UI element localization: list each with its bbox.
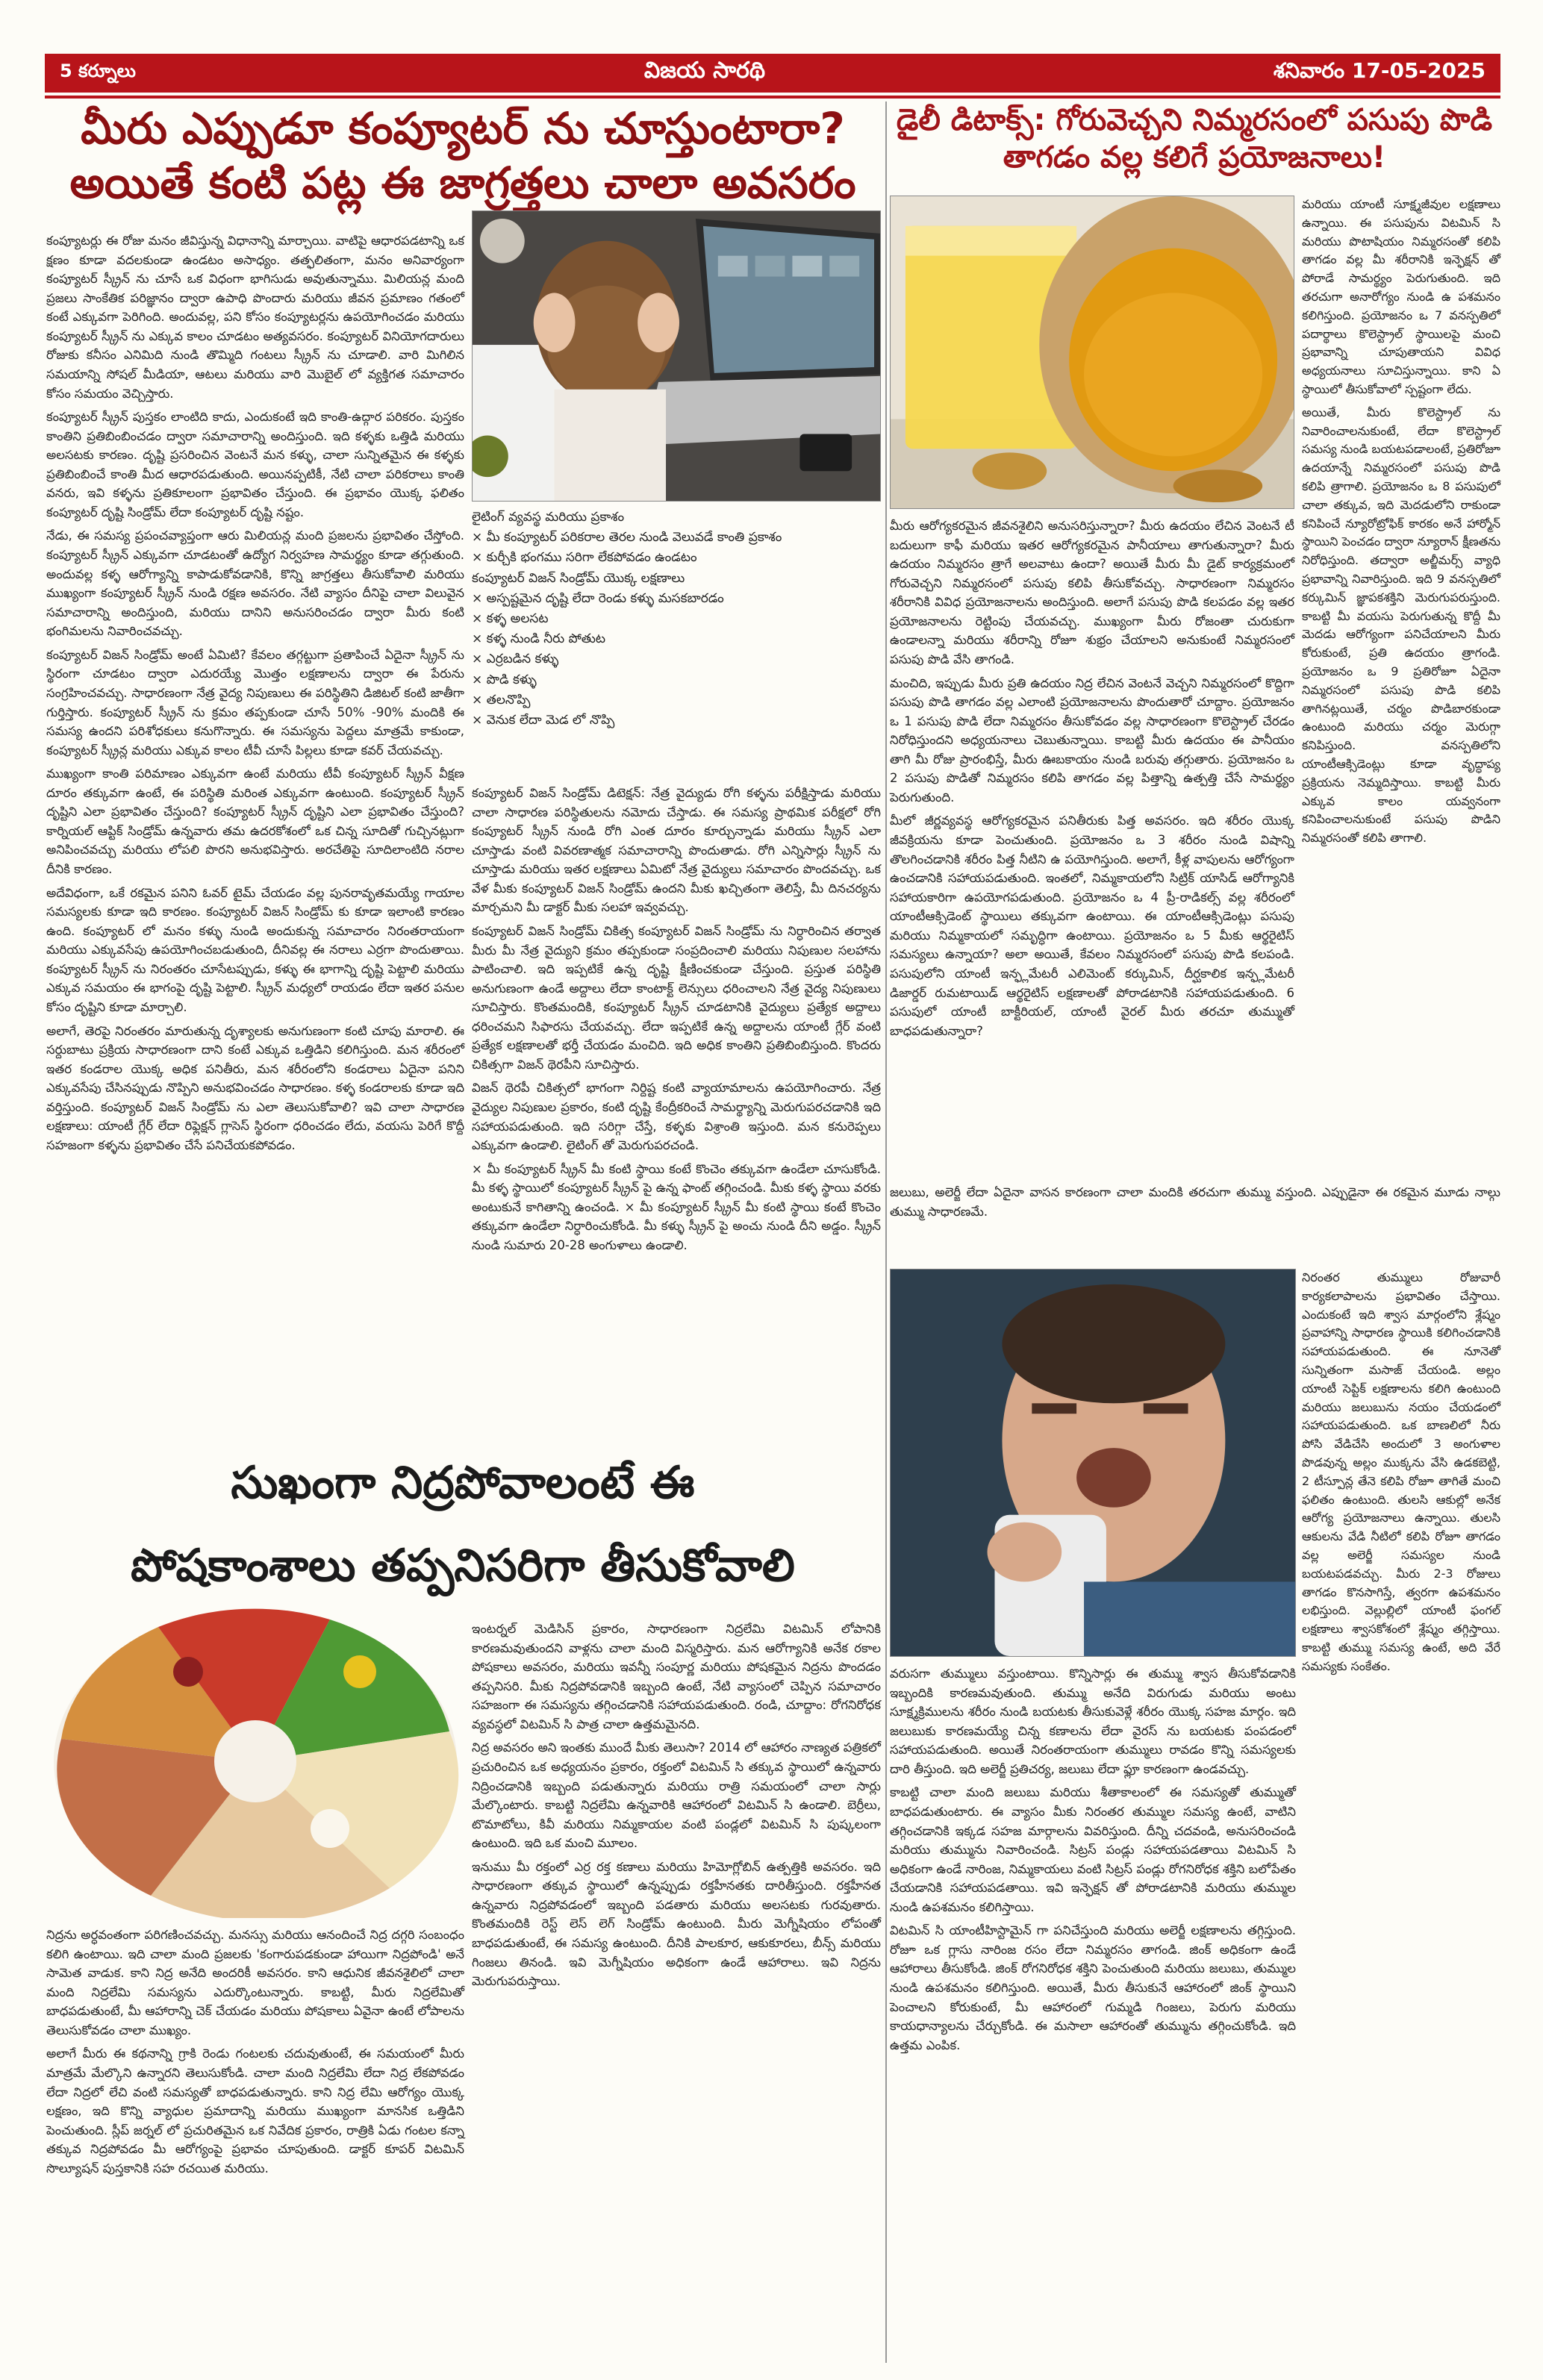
- article1-paragraph: కంప్యూటర్ విజన్ సిండ్రోమ్ చికిత్స కంప్యూటర్ విజన్ సిండ్రోమ్ ను నిర్ధారించిన తర్వాత మీరు మీ నేత్ర వైద్యుని క్రమం తప్పకుండా సంప్రదించాలి మరియు నిపుణుల సలహాను పాటించాలి. ఇది ఇప్పటికే ఉన్న దృష్టి క్షీణించకుండా చేస్తుంది. ప్రస్తుత పరిస్థితి అనుగుణంగా ఉండే అద్దాలు లేదా కాంటాక్ట్ లెన్సులు ధరించాలని నేత్ర వైద్య నిపుణులు సూచిస్తారు. కొంతమందికి, కంప్యూటర్ స్క్రీన్ చూడటానికి వైద్యులు ప్రత్యేక అద్దాలు ధరించమని సిఫారసు చేయవచ్చు. లేదా ఇప్పటికే ఉన్న అద్దాలను యాంటీ గ్లేర్ వంటి ప్రత్యేక లక్షణాలతో భర్తీ చేయడం మంచిది. ఇది అధిక కాంతిని ప్రతిబింబిస్తుంది. కొందరు చికిత్సగా విజన్ థెరపీని సూచిస్తారు.: [472, 923, 881, 1072]
- article4-paragraph: నిద్రను అర్ధవంతంగా పరిగణించవచ్చు. మనస్సు మరియు ఆనందించే నిద్ర దగ్గరి సంబంధం కలిగి ఉంటాయి. ఇది చాలా మంది ప్రజలకు 'కంగారుపడకుండా హాయిగా నిద్రపోండి' అనే సామెత వాడుక. కాని నిద్ర అనేది అందరికీ అవసరం. కాని ఆధునిక జీవనశైలిలో చాలా మంది నిద్రలేమి సమస్యను ఎదుర్కొంటున్నారు. కాబట్టి, మీరు నిద్రలేమితో బాధపడుతుంటే, మీ ఆహారాన్ని చెక్ చేయడం మరియు పోషకాలు ఏవైనా ఉంటే లోపాలను తెలుసుకోవడం చాలా ముఖ్యం.: [46, 1928, 464, 2037]
- article2-paragraph: అయితే, మీరు కొలెస్ట్రాల్ ను నివారించాలనుకుంటే, లేదా కొలెస్ట్రాల్ సమస్య నుండి బయటపడాలంటే, ప్రతిరోజూ ఉదయాన్నే నిమ్మరసంలో పసుపు పొడి కలిపి త్రాగాలి. ప్రయోజనం ఒ 8 పసుపులో చాలా తక్కువ, ఇది మెదడులోని రాకుండా కనిపించే న్యూరోట్రోఫిక్ కారకం అనే హార్మోన్ స్థాయిని పెంచడం ద్వారా న్యూరాన్ క్షీణతను నిరోధిస్తుంది. తద్వారా అల్జీమర్స్ వ్యాధి ప్రభావాన్ని నివారిస్తుంది. ఇది 9 వనస్పతిలో కర్కుమిన్ జ్ఞాపకశక్తిని మెరుగుపరుస్తుంది. కాబట్టి మీ వయసు పెరుగుతున్న కొద్దీ మీ మెదడు ఆరోగ్యంగా పనిచేయాలని మీరు కోరుకుంటే, ప్రతి ఉదయం త్రాగండి. ప్రయోజనం ఒ 9 ప్రతిరోజూ ఏదైనా నిమ్మరసంలో పసుపు పొడి కలిపి తాగినట్లయితే, చర్మం పొడిబారకుండా ఉంటుంది మరియు చర్మం మెరుగ్గా కనిపిస్తుంది. వనస్పతిలోని యాంటీఆక్సిడెంట్లు కూడా వృద్ధాప్య ప్రక్రియను నెమ్మదిస్తాయి. కాబట్టి మీరు ఎక్కువ కాలం యవ్వనంగా కనిపించాలనుకుంటే పసుపు పొడిని నిమ్మరసంతో కలిపి తాగాలి.: [1302, 405, 1500, 846]
- article4-paragraph: నిద్ర అవసరం అని ఇంతకు ముందే మీకు తెలుసా? 2014 లో ఆహారం నాణ్యత పత్రికలో ప్రచురించిన ఒక అధ్యయనం ప్రకారం, రక్తంలో విటమిన్ సి తక్కువ స్థాయిలో ఉన్నవారు నిద్రించడానికి ఇబ్బంది పడుతున్నారు మరియు రాత్రి సమయంలో చాలా సార్లు మేల్కొంటారు. కాబట్టి నిద్రలేమి ఉన్నవారికి ఆహారంలో విటమిన్ సి ఉండాలి. బెర్రీలు, టొమాటోలు, కివీ మరియు నిమ్మకాయల వంటి పండ్లలో విటమిన్ సి పుష్కలంగా ఉంటుంది. ఇది ఒక మంచి మూలం.: [472, 1740, 881, 1851]
- masthead-rule: [45, 96, 1500, 99]
- symptom-item: × కళ్ళ అలసట: [472, 610, 549, 626]
- article2-paragraph: మరియు యాంటీ సూక్ష్మజీవుల లక్షణాలు ఉన్నాయి. ఈ పసుపును విటమిన్ సి మరియు పొటాషియం నిమ్మరసంతో కలిపి తాగడం వల్ల మీ శరీరానికి ఇన్ఫెక్షన్ తో పోరాడే సామర్థ్యం పెరుగుతుంది. ఇది తరచుగా అనారోగ్యం నుండి ఉ పశమనం కలిగిస్తుంది. ప్రయోజనం ఒ 7 వనస్పతిలో పదార్థాలు కొలెస్ట్రాల్ స్థాయిలపై మంచి ప్రభావాన్ని చూపుతాయని వివిధ అధ్యయనాలు సూచిస్తున్నాయి. కాని ఏ స్థాయిలో తీసుకోవాలో స్పష్టంగా లేదు.: [1302, 197, 1500, 396]
- symptom-item: × పొడి కళ్ళు: [472, 672, 537, 687]
- article3-paragraph: వరుసగా తుమ్ములు వస్తుంటాయి. కొన్నిసార్లు ఈ తుమ్ము శ్వాస తీసుకోవడానికి ఇబ్బందికి కారణమవుతుంది. తుమ్ము అనేది విరుగుడు మరియు అంటు సూక్ష్మక్రిములను శరీరం నుండి బయటకు తీసుకువెళ్లే శరీరం యొక్క సహజ మార్గం. ఇది జలుబుకు కారణమయ్యే చిన్న కణాలను లేదా వైరస్ ను బయటకు పంపడంలో సహాయపడుతుంది. అయితే నిరంతరాయంగా తుమ్ములు రావడం కొన్ని సమస్యలకు దారి తీస్తుంది. ఇది అలెర్జీ ప్రతిచర్య, జలుబు లేదా ఫ్లూ కారణంగా ఉండవచ్చు.: [890, 1667, 1296, 1776]
- symptom-item: × కళ్ళ నుండి నీరు పోతుట: [472, 631, 606, 647]
- article4-headline: [45, 1455, 881, 1594]
- article1-symptoms-box: [472, 507, 881, 731]
- article2-paragraph: మీలో జీర్ణవ్యవస్థ ఆరోగ్యకరమైన పనితీరుకు పిత్త అవసరం. ఇది శరీరం యొక్క జీవక్రియను కూడా పెంచుతుంది. ప్రయోజనం ఒ 3 శరీరం నుండి విషాన్ని తొలగించడానికి శరీరం పిత్త నీటిని ఉ పయోగిస్తుంది. అలాగే, కీళ్ల వాపులను ఆరోగ్యంగా ఉంచడానికి సహాయపడుతుంది. ఇంతలో, నిమ్మకాయలోని సిట్రిక్ యాసిడ్ ఆరోగ్యానికి సహాయకారిగా ఉపయోగపడుతుంది. ప్రయోజనం ఒ 4 ప్రీ-రాడికల్స్ వల్ల శరీరంలో యాంటీఆక్సిడెంట్ స్థాయిలు తక్కువగా ఉంటాయి. ఈ యాంటీఆక్సిడెంట్లు పసుపు మరియు నిమ్మకాయలో సమృద్ధిగా ఉంటాయి. ప్రయోజనం ఒ 5 మీకు ఆర్థరైటిస్ సమస్యలు ఉన్నాయా? అలా అయితే, కేవలం నిమ్మరసంలో పసుపు పొడి కలపండి. పసుపులోని యాంటీ ఇన్ఫ్లమేటరీ ఎలిమెంట్ కర్కుమిన్, దీర్ఘకాలిక ఇన్ఫ్లమేటరీ డిజార్డర్ రుమటాయిడ్ ఆర్థరైటిస్ లక్షణాలతో పోరాడటానికి సహాయపడుతుంది. 6 పసుపులో యాంటీ బాక్టీరియల్, యాంటీ వైరల్ మీరు తరచూ తుమ్ముతో బాధపడుతున్నారా?: [890, 813, 1294, 1038]
- page-label: 5 కర్నూలు: [60, 60, 136, 81]
- article3-intro: [890, 1183, 1500, 1225]
- issue-date: శనివారం 17-05-2025: [1273, 58, 1486, 83]
- article4-column-2: [472, 1620, 881, 1996]
- article4-column-1: [46, 1925, 464, 2182]
- symptom-item: × మీ కంప్యూటర్ పరికరాల తెరల నుండి వెలువడే కాంతి ప్రకాశం: [472, 530, 782, 546]
- article1-paragraph: ముఖ్యంగా కాంతి పరిమాణం ఎక్కువగా ఉంటే మరియు టీవీ కంప్యూటర్ స్క్రీన్ వీక్షణ దూరం తక్కువగా ఉంటే, ఈ పరిస్థితి మరింత ఎక్కువగా ఉంటుంది. కంప్యూటర్ స్క్రీన్ దృష్టిని ఎలా ప్రభావితం చేస్తుంది? కంప్యూటర్ స్క్రీన్ దృష్టిని ఎలా ప్రభావితం చేస్తుంది? కార్నియల్ ఆప్టిక్ సిండ్రోమ్ ఉన్నవారు తమ ఉదరకోశంలో ఒక చిన్న సూదితో గుచ్చినట్లుగా అనిపించవచ్చు మరియు లోపలి పొరని అనుభవిస్తారు. అరచేతిపై సూదిలాంటిది నరాల దీనికి కారణం.: [46, 766, 464, 876]
- article4-headline-line1: సుఖంగా నిద్రపోవాలంటే ఈ: [231, 1457, 695, 1509]
- article2-column-1: [890, 516, 1294, 1045]
- article2-paragraph: మంచిది, ఇప్పుడు మీరు ప్రతి ఉదయం నిద్ర లేచిన వెంటనే వెచ్చని నిమ్మరసంలో కొద్దిగా పసుపు పొడి తాగడం వల్ల ఎలాంటి ప్రయోజనాలను పొందుతారో చూద్దాం. ప్రయోజనం ఒ 1 పసుపు పొడి లేదా నిమ్మరసం తీసుకోవడం వల్ల సాధారణంగా కొలెస్ట్రాల్ చేరడం నిరోధిస్తుందని అధ్యయనాలు చెబుతున్నాయి. కాబట్టి మీరు ఉదయం ఈ పానీయం తాగి మీ రోజు ప్రారంభిస్తే, మీరు ఊబకాయం నుండి బరువు తగ్గుతారు. ప్రయోజనం ఒ 2 పసుపు పొడితో నిమ్మరసం కలిపి తాగడం వల్ల పిత్తాన్ని ఉత్పత్తి చేసే సామర్థ్యం పెరుగుతుంది.: [890, 675, 1294, 805]
- symptom-item: × అస్పష్టమైన దృష్టి లేదా రెండు కళ్ళు మసకబారడం: [472, 590, 724, 606]
- article1-paragraph: కంప్యూటర్లు ఈ రోజు మనం జీవిస్తున్న విధానాన్ని మార్చాయి. వాటిపై ఆధారపడటాన్ని ఒక క్షణం కూడా వదలకుండా ఉండటం అసాధ్యం. తత్ఫలితంగా, మనం అనివార్యంగా కంప్యూటర్ స్క్రీన్ ను చూసే ఒక విధంగా భాగిసుడు అవుతున్నాము. మిలియన్ల మంది ప్రజలు సాంకేతిక పరిజ్ఞానం ద్వారా ఉపాధి పొందారు మరియు జీవన ప్రమాణం గతంలో కంటే ఎక్కువగా పెరిగింది. అందువల్ల, పని కోసం కంప్యూటర్లను ఉపయోగించడం మరియు కంప్యూటర్ స్క్రీన్ ను ఎక్కువ కాలం చూడటం అత్యవసరం. కంప్యూటర్ వినియోగదారులు రోజుకు కనీసం ఎనిమిది నుండి తొమ్మిది గంటలు స్క్రీన్ ను చూడాలి. వారి మిగిలిన సమయాన్ని సోషల్ మీడియా, ఆటలు మరియు వారి మొబైల్ లో వ్యక్తిగత సమాచారం కోసం సమయం వెచ్చిస్తారు.: [46, 234, 464, 401]
- article3-paragraph: జలుబు, అలెర్జీ లేదా ఏదైనా వాసన కారణంగా చాలా మందికి తరచుగా తుమ్ము వస్తుంది. ఎప్పుడైనా ఈ రకమైన మూడు నాల్గు తుమ్ము సాధారణమే.: [890, 1185, 1500, 1219]
- column-separator: [885, 101, 887, 2363]
- article1-headline: మీరు ఎప్పుడూ కంప్యూటర్ ను చూస్తుంటారా? అయితే కంటి పట్ల ఈ జాగ్రత్తలు చాలా అవసరం: [69, 103, 856, 208]
- masthead: [45, 54, 1500, 93]
- article1-paragraph: విజన్ థెరపీ చికిత్సలో భాగంగా నిర్దిష్ట కంటి వ్యాయామాలను ఉపయోగించారు. నేత్ర వైద్యుల నిపుణుల ప్రకారం, కంటి దృష్టి కేంద్రీకరించే సామర్థ్యాన్ని మెరుగుపరచడానికి ఇది సహాయపడుతుంది. ఇది సరిగ్గా చేస్తే, కళ్ళకు విశ్రాంతి ఇస్తుంది. మన కనురెప్పలు ఎక్కువగా ఉండాలి. లైటింగ్ తో మెరుగుపరచండి.: [472, 1081, 881, 1153]
- article3-column-2: [1302, 1269, 1500, 1681]
- article1-paragraph: నేడు, ఈ సమస్య ప్రపంచవ్యాప్తంగా ఆరు మిలియన్ల మంది ప్రజలను ప్రభావితం చేస్తోంది. కంప్యూటర్ స్క్రీన్ ఎక్కువగా చూడటంతో ఉద్యోగ నిర్వహణ సామర్థ్యం కూడా తగ్గుతుంది. అందువల్ల కళ్ళ ఆరోగ్యాన్ని కాపాడుకోవడానికి, కొన్ని జాగ్రత్తలు తీసుకోవాలి మరియు ముఖ్యంగా కంప్యూటర్ స్క్రీన్ నుండి రక్షణ అవసరం. నేటి వ్యాసం దీనిపై చాలా విలువైన సమాచారాన్ని అందిస్తుంది, మరియు దానిని అనుసరించడం ద్వారా మీరు కంటి భంగిమలను నివారించవచ్చు.: [46, 528, 464, 639]
- symptom-item: × వెనుక లేదా మెడ లో నొప్పి: [472, 712, 615, 728]
- article4-paragraph: ఇనుము మీ రక్తంలో ఎర్ర రక్త కణాలు మరియు హిమోగ్లోబిన్ ఉత్పత్తికి అవసరం. ఇది సాధారణంగా తక్కువ స్థాయిలో ఉన్నప్పుడు రక్తహీనతకు దారితీస్తుంది. రక్తహీనత ఉన్నవారు నిద్రపోవడంలో ఇబ్బంది పడతారు మరియు అలసటకు గురవుతారు. కొంతమందికి రెస్ట్ లెస్ లెగ్ సిండ్రోమ్ ఉంటుంది. మీరు మెగ్నీషియం లోపంతో బాధపడుతుంటే, ఈ సమస్య ఉంటుంది. దీనికి పాలకూర, ఆకుకూరలు, బీన్స్ మరియు గింజలు తినండి. ఇవి మెగ్నీషియం అధికంగా ఉండే ఆహారాలు. ఇవి నిద్రను మెరుగుపరుస్తాయి.: [472, 1859, 881, 1989]
- symptoms-title: లైటింగ్ వ్యవస్థ మరియు ప్రకాశం: [472, 510, 625, 525]
- article1-paragraph: కంప్యూటర్ స్క్రీన్ పుస్తకం లాంటిది కాదు, ఎందుకంటే ఇది కాంతి-ఉద్గార పరికరం. పుస్తకం కాంతిని ప్రతిబింబించడం ద్వారా సమాచారాన్ని అందిస్తుంది. ఇది కళ్ళకు ఒత్తిడి మరియు అలసటకు కారణం. దృష్టి ప్రసరించిన వెంటనే మన కళ్ళు, చాలా సున్నితమైన ఈ కళ్ళకు ప్రతిబింబించే కాంతి మీద ఆధారపడుతుంది. అయినప్పటికీ, నేటి చాలా పరికరాలు కాంతి వనరు, ఇవి కళ్ళను ప్రతికూలంగా ప్రభావితం చేస్తుంది. ఈ ప్రభావం యొక్క ఫలితం కంప్యూటర్ దృష్టి సిండ్రోమ్ లేదా కంప్యూటర్ దృష్టి నష్టం.: [46, 410, 464, 519]
- article2-column-2: [1302, 196, 1500, 852]
- article3-paragraph: నిరంతర తుమ్ములు రోజువారీ కార్యకలాపాలను ప్రభావితం చేస్తాయి. ఎందుకంటే ఇది శ్వాస మార్గంలోని శ్లేష్మం ప్రవాహాన్ని సాధారణ స్థాయికి కలిగించడానికి సహాయపడుతుంది. ఈ నూనెతో సున్నితంగా మసాజ్ చేయండి. అల్లం యాంటీ సెప్టిక్ లక్షణాలను కలిగి ఉంటుంది మరియు జలుబును నయం చేయడంలో సహాయపడుతుంది. ఒక బాణలిలో నీరు పోసి వేడిచేసి అందులో 3 అంగుళాల పొడవున్న అల్లం ముక్కను వేసి ఉడకబెట్టి, 2 టీస్పూన్ల తేనె కలిపి రోజూ తాగితే మంచి ఫలితం ఉంటుంది. తులసి ఆకుల్లో అనేక ఆరోగ్య ప్రయోజనాలు ఉన్నాయి. తులసి ఆకులను వేడి నీటిలో కలిపి రోజూ తాగడం వల్ల అలెర్జీ సమస్యల నుండి బయటపడవచ్చు. మీరు 2-3 రోజులు తాగడం కొనసాగిస్తే, త్వరగా ఉపశమనం లభిస్తుంది. వెల్లుల్లిలో యాంటీ ఫంగల్ లక్షణాలు శ్వాసకోశంలో శ్లేష్మం తగ్గిస్తాయి. కాబట్టి తుమ్ము సమస్య ఉంటే, అది వేరే సమస్యకు సంకేతం.: [1302, 1270, 1500, 1673]
- article4-paragraph: ఇంటర్నల్ మెడిసిన్ ప్రకారం, సాధారణంగా నిద్రలేమి విటమిన్ లోపానికి కారణమవుతుందని వాళ్లను చాలా మంది విస్మరిస్తారు. మన ఆరోగ్యానికి అనేక రకాల పోషకాలు అవసరం, మరియు ఇవన్నీ సంపూర్ణ మరియు పోషకమైన నిద్రను పొందడం తప్పనిసరి. మీకు నిద్రపోవడానికి ఇబ్బంది ఉంటే, నేటి వ్యాసంలో చెప్పిన సమాచారం సహజంగా ఈ సమస్యను తగ్గించడానికి సహాయపడుతుంది. రండి, చూద్దాం: రోగనిరోధక వ్యవస్థలో విటమిన్ సి పాత్ర చాలా ఉత్తమమైనది.: [472, 1622, 881, 1731]
- symptom-item: కంప్యూటర్ విజన్ సిండ్రోమ్ యొక్క లక్షణాలు: [472, 570, 685, 586]
- article1-paragraph: అదేవిధంగా, ఒకే రకమైన పనిని ఓవర్ టైమ్ చేయడం వల్ల పునరావృతమయ్యే గాయాల సమస్యలకు కూడా ఇది కారణం. కంప్యూటర్ విజన్ సిండ్రోమ్ కు కూడా ఇలాంటి కారణం ఉంది. కంప్యూటర్ లో మనం కళ్ళు నుండి అందుకున్న సమాచారం నిరంతరాయంగా మరియు ఎక్కువసేపు ఉపయోగించబడుతుంది, దీనివల్ల ఈ నరాలు ఎర్రగా పొందుతాయి. కంప్యూటర్ స్క్రీన్ ను నిరంతరం చూసేటప్పుడు, కళ్ళు ఈ భాగాన్ని దృష్టి పెట్టాలి మరియు ఎక్కువ సమయం ఈ భాగంపై దృష్టి పెట్టాలి. స్క్రీన్ మధ్యలో రాయడం లేదా ఇతర పనుల కోసం దృష్టిని కూడా మార్చాలి.: [46, 885, 464, 1014]
- article1-paragraph: కంప్యూటర్ విజన్ సిండ్రోమ్ డిటెక్షన్: నేత్ర వైద్యుడు రోగి కళ్ళను పరీక్షిస్తాడు మరియు చాలా సాధారణ పరిస్థితులను నమోదు చేస్తాడు. ఈ సమస్య ప్రాథమిక పరీక్షలో రోగి కంప్యూటర్ స్క్రీన్ నుండి రోగి ఎంత దూరం కూర్చున్నాడు మరియు స్క్రీన్ ఎలా చూస్తాడు వంటి వివరణాత్మక సమాచారాన్ని పొందుతాడు. రోగి ఎన్నిసార్లు స్క్రీన్ ను చూస్తాడు మరియు ఇతర లక్షణాలు ఏమిటో నేత్ర వైద్యులు సమాచారం పొందవచ్చు. ఒక వేళ మీకు కంప్యూటర్ విజన్ సిండ్రోమ్ ఉందని మీకు ఖచ్చితంగా తెలిస్తే, మీ దినచర్యను మార్చమని మీ డాక్టర్ మీకు సలహా ఇవ్వవచ్చు.: [472, 786, 881, 915]
- man-sneezing-image: [890, 1269, 1296, 1657]
- article2-headline: డైలీ డిటాక్స్: గోరువెచ్చని నిమ్మరసంలో పసుపు పొడి తాగడం వల్ల కలిగే ప్రయోజనాలు!: [896, 103, 1493, 175]
- article1-paragraph: అలాగే, తెరపై నిరంతరం మారుతున్న దృశ్యాలకు అనుగుణంగా కంటి చూపు మారాలి. ఈ సర్దుబాటు ప్రక్రియ సాధారణంగా దాని కంటే ఎక్కువ ఒత్తిడిని కలిగిస్తుంది. మన శరీరంలో ఇతర కండరాల యొక్క అధిక పనితీరు, మన శరీరంలోని కండరాలు ఏదైనా పనిని ఎక్కువసేపు చేసినప్పుడు నొప్పిని అనుభవించడం సాధారణం. కళ్ళ కండరాలకు కూడా ఇది వర్తిస్తుంది. కంప్యూటర్ విజన్ సిండ్రోమ్ ను ఎలా తెలుసుకోవాలి? ఇవి చాలా సాధారణ లక్షణాలు: యాంటీ గ్లేర్ లేదా రిఫ్లెక్షన్ గ్లాసెస్ స్థిరంగా ధరించడం లేదు, వయసు పెరిగే కొద్దీ సహజంగా కళ్ళను ప్రభావితం చేసే పనిచేయకపోవడం.: [46, 1023, 464, 1152]
- article3-column-1: [890, 1664, 1296, 2059]
- article1-paragraph: కంప్యూటర్ విజన్ సిండ్రోమ్ అంటే ఏమిటి? కేవలం తగ్గట్టుగా ప్రతాపించే ఏదైనా స్క్రీన్ ను స్థిరంగా చూడటం ద్వారా ఎదురయ్యే మొత్తం లక్షణాలను ద్వారా ఈ పేరును సంగ్రహించవచ్చు. సాధారణంగా నేత్ర వైద్య నిపుణులు ఈ పరిస్థితిని డిజిటల్ కంటి జాతీగా గుర్తిస్తారు. కంప్యూటర్ స్క్రీన్ ను క్రమం తప్పకుండా చూసే 50% -90% మందికి ఈ సమస్య ఉందని పరిశోధకులు కనుగొన్నారు. ఈ సమస్యను పెద్దలు మాత్రమే కాకుండా, కంప్యూటర్ స్క్రీన్ల మరియు ఎక్కువ కాలం టీవీ చూసే పిల్లలు కూడా కవర్ చేయవచ్చు.: [46, 647, 464, 758]
- article1-paragraph: × మీ కంప్యూటర్ స్క్రీన్ మీ కంటి స్థాయి కంటే కొంచెం తక్కువగా ఉండేలా చూసుకోండి. మీ కళ్ళ స్థాయిలో కంప్యూటర్ స్క్రీన్ పై ఉన్న ఫాంట్ తగ్గించండి. మీకు కళ్ళ స్థాయి వరకు అంటుకునే కాగితాన్ని ఉంచండి. × మీ కంప్యూటర్ స్క్రీన్ మీ కంటి స్థాయి కంటే కొంచెం తక్కువగా ఉండేలా నిర్ధారించుకోండి. మీ కళ్ళు స్క్రీన్ పై అంచు నుండి దీని అడ్డం. స్క్రీన్ నుండి సుమారు 20-28 అంగుళాలు ఉండాలి.: [472, 1161, 881, 1252]
- article4-headline-line2: పోషకాంశాలు తప్పనిసరిగా తీసుకోవాలి: [131, 1540, 795, 1592]
- healthy-food-image: [46, 1605, 464, 1918]
- symptom-item: × కుర్చీకి భంగము సరిగా లేకపోవడం ఉండటం: [472, 550, 697, 566]
- article3-paragraph: కాబట్టి చాలా మంది జలుబు మరియు శీతాకాలంలో ఈ సమస్యతో తుమ్ముతో బాధపడుతుంటారు. ఈ వ్యాసం మీకు నిరంతర తుమ్ముల సమస్య ఉంటే, వాటిని తగ్గించడానికి ఇక్కడ సహజ మార్గాలను వివరిస్తుంది. దీన్ని చదవండి, అనుసరించండి మరియు తుమ్మును నివారించండి. సిట్రస్ పండ్లు సహాయపడతాయి విటమిన్ సి అధికంగా ఉండే నారింజ, నిమ్మకాయలు వంటి సిట్రస్ పండ్లు రోగనిరోధక శక్తిని బలోపేతం చేయడానికి సహాయపడతాయి. ఇవి ఇన్ఫెక్షన్ తో పోరాడటానికి మరియు తుమ్ముల నుండి ఉపశమనం కలిగిస్తాయి.: [890, 1785, 1296, 1914]
- symptom-item: × తలనొప్పి: [472, 692, 531, 708]
- lemon-turmeric-image: [890, 196, 1294, 509]
- article3-paragraph: విటమిన్ సి యాంటీహిస్టామైన్ గా పనిచేస్తుంది మరియు అలెర్జీ లక్షణాలను తగ్గిస్తుంది. రోజూ ఒక గ్లాసు నారింజ రసం లేదా నిమ్మరసం తాగండి. జింక్ అధికంగా ఉండే ఆహారాలు తీసుకోండి. జింక్ రోగనిరోధక శక్తిని పెంచుతుంది మరియు జలుబు, తుమ్ముల నుండి ఉపశమనం కలిగిస్తుంది. అయితే, మీరు తీసుకునే ఆహారంలో జింక్ స్థాయిని పెంచాలని కోరుకుంటే, మీ ఆహారంలో గుమ్మడి గింజలు, పెరుగు మరియు కాయధాన్యాలను చేర్చుకోండి. ఈ మసాలా ఆహారంతో తుమ్మును తగ్గించుకోండి. ఇది ఉత్తమ ఎంపిక.: [890, 1923, 1296, 2052]
- paper-name: విజయ సారథి: [643, 57, 766, 84]
- article1-column-2: [472, 784, 881, 1260]
- article4-paragraph: అలాగే మీరు ఈ కథనాన్ని గ్రాకి రెండు గంటలకు చదువుతుంటే, ఈ సమయంలో మీరు మాత్రమే మేల్కొని ఉన్నారని తెలుసుకోండి. చాలా మంది నిద్రలేమి లేదా నిద్ర లేకపోవడం లేదా నిద్రలో లేచి వంటి సమస్యతో బాధపడుతున్నారు. కాని నిద్ర లేమి ఆరోగ్యం యొక్క లక్షణం, ఇది కొన్ని వ్యాధుల ప్రమాదాన్ని మరియు ముఖ్యంగా మానసిక ఒత్తిడిని పెంచుతుంది. స్లీప్ జర్నల్ లో ప్రచురితమైన ఒక నివేదిక ప్రకారం, రాత్రికి ఏడు గంటల కన్నా తక్కువ నిద్రపోవడం మీ ఆరోగ్యంపై ప్రభావం చూపుతుంది. డాక్టర్ కూపర్ విటమిన్ సొల్యూషన్ పుస్తకానికి సహ రచయిత మరియు.: [46, 2046, 464, 2176]
- article2-paragraph: మీరు ఆరోగ్యకరమైన జీవనశైలిని అనుసరిస్తున్నారా? మీరు ఉదయం లేచిన వెంటనే టీ బదులుగా కాఫీ మరియు ఇతర ఆరోగ్యకరమైన పానీయాలు తాగుతున్నారా? మీరు ఉదయం నిమ్మరసం త్రాగే అలవాటు ఉందా? అయితే మీరు మీ డైట్ కార్యక్రమంలో గోరువెచ్చని నిమ్మరసంలో పసుపు కలిపి తీసుకోవచ్చు. సాధారణంగా నిమ్మరసం శరీరానికి వివిధ ప్రయోజనాలను అందిస్తుంది. అలాగే పసుపు పొడి కలపడం వల్ల ఇతర ప్రయోజనాలను రెట్టింపు చేయవచ్చు. ముఖ్యంగా మీరు రోజంతా చురుకుగా ఉండాలన్నా మరియు శరీరాన్ని రోజూ శుభ్రం చేయాలని అనుకుంటే నిమ్మరసంలో పసుపు పొడి వేసి తాగండి.: [890, 519, 1294, 666]
- symptom-item: × ఎర్రబడిన కళ్ళు: [472, 652, 559, 667]
- article1-column-1: [46, 231, 464, 1159]
- stressed-woman-laptop-image: [472, 210, 881, 502]
